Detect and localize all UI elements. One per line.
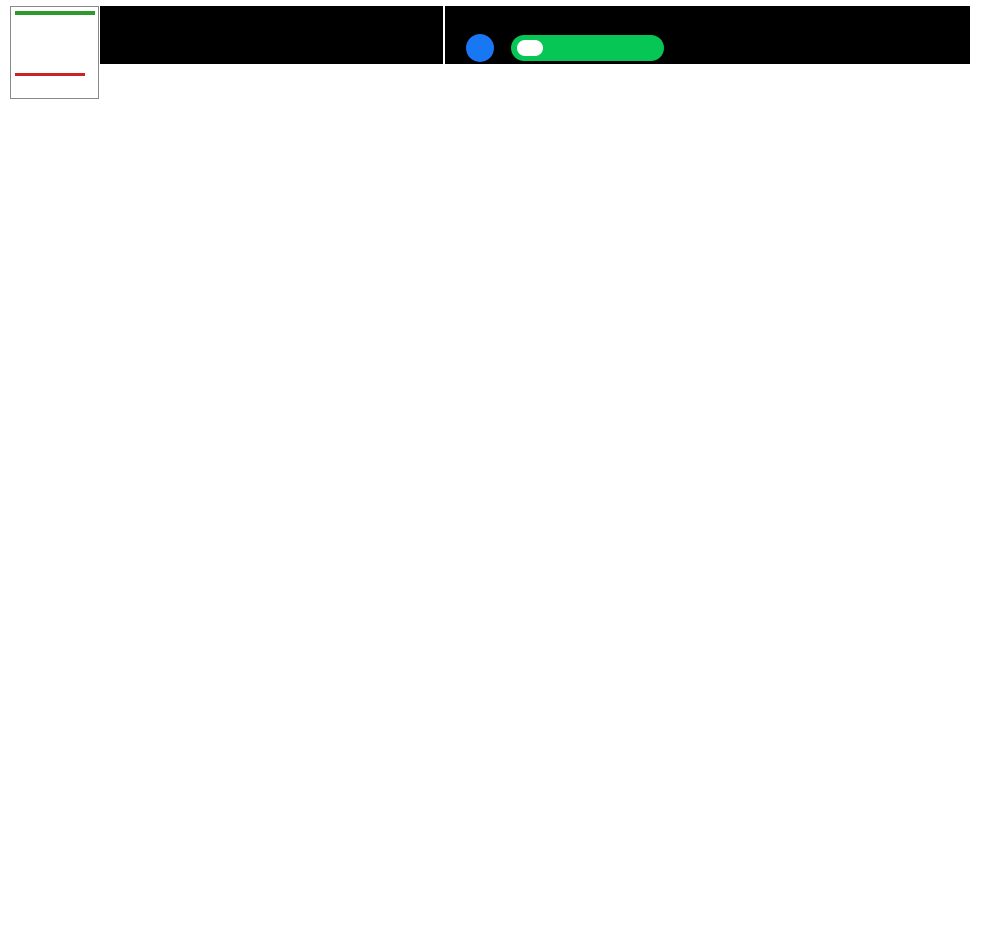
logo-red-bar [15,73,85,76]
slogan-text [445,6,970,35]
logo-green-bar [15,11,95,15]
tfex-logo [10,6,99,99]
line-openchat-button[interactable] [511,35,664,61]
page-title [100,6,443,35]
line-chat-icon [517,40,543,56]
facebook-icon[interactable] [466,34,494,62]
report-date [100,35,443,63]
